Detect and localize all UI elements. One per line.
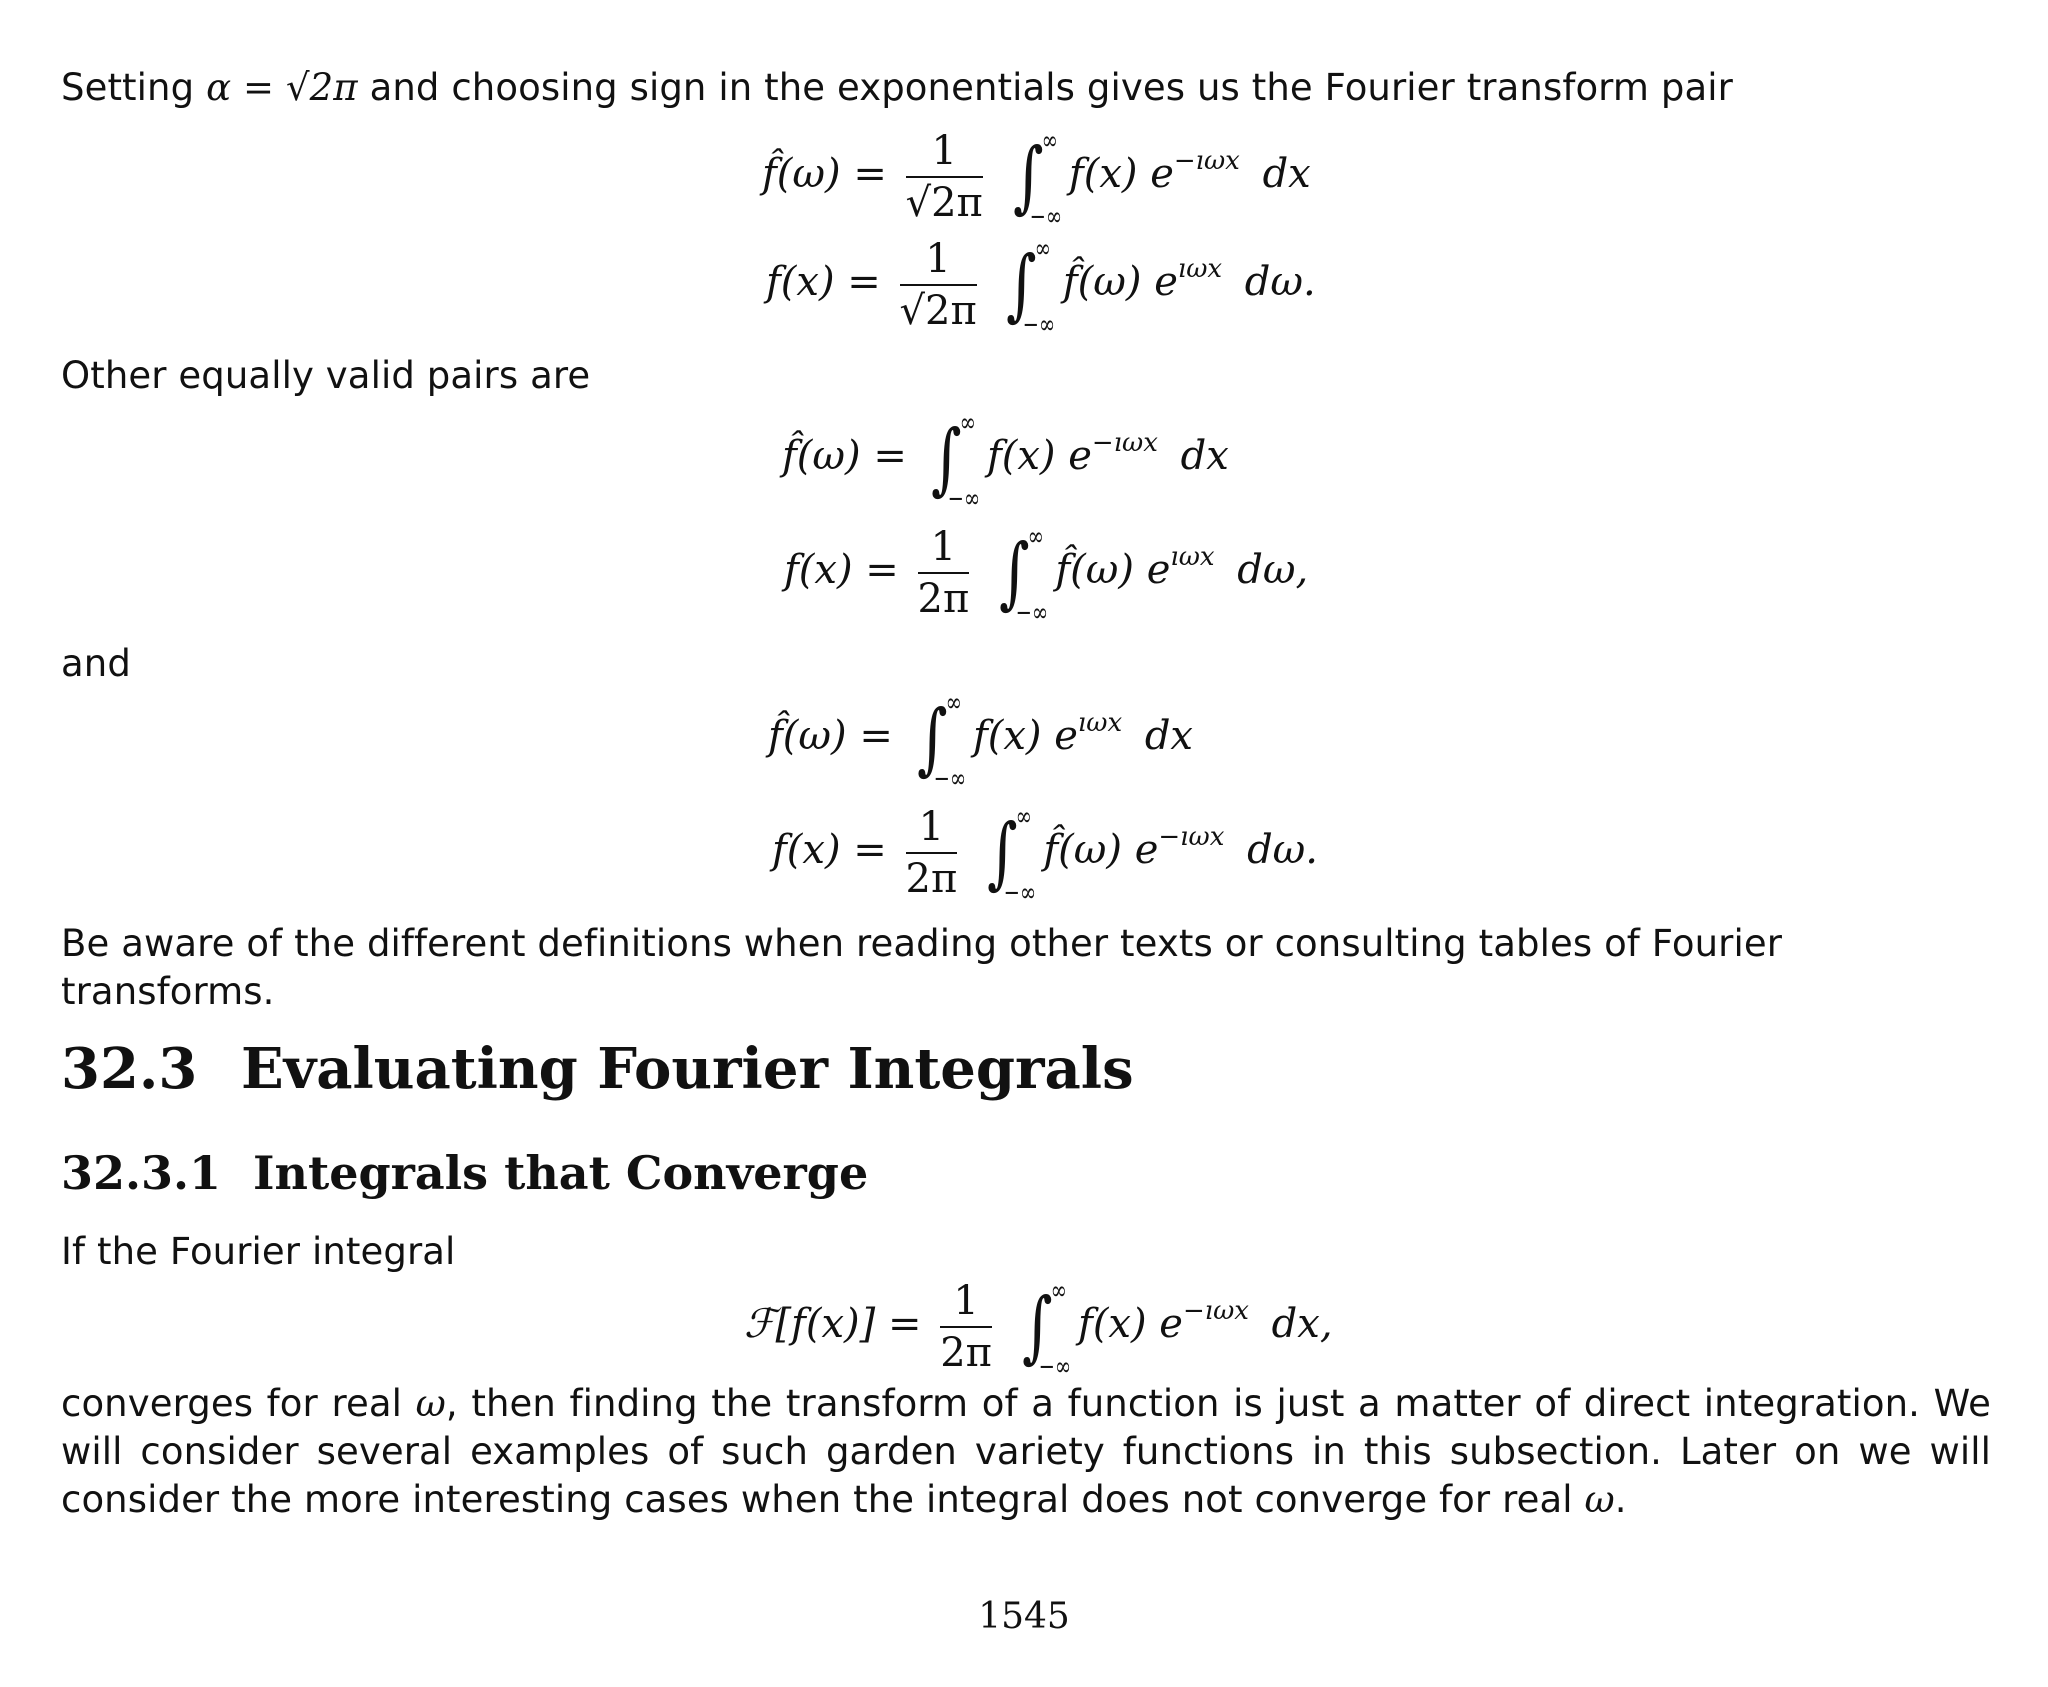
eq-integrand: f(x) e <box>1068 151 1174 197</box>
fraction <box>940 1278 992 1376</box>
intro-paragraph <box>61 64 1991 112</box>
fraction <box>918 524 970 622</box>
intro-math: α = √2π <box>206 66 358 109</box>
section-number: 32.3 <box>61 1036 198 1102</box>
eq-exponent: ıωx <box>1177 254 1223 284</box>
fraction-denominator: √2π <box>899 288 977 334</box>
text-other-pairs: Other equally valid pairs are <box>61 354 591 397</box>
fraction <box>906 128 983 226</box>
integral-lower-limit: −∞ <box>1029 202 1062 232</box>
eq-integrand: f(x) e <box>972 713 1078 759</box>
equation-pair2-inverse <box>784 522 1309 628</box>
equation-pair3-inverse <box>772 802 1319 908</box>
eq-exponent: ıωx <box>1170 542 1215 572</box>
eq-exponent: −ıωx <box>1173 146 1240 176</box>
subsection-heading <box>61 1146 868 1200</box>
text-be-aware: Be aware of the different definitions when reading other texts or consulting tables of Fourier transforms. <box>61 922 1783 1013</box>
integral-upper-limit: ∞ <box>945 688 962 718</box>
section-title: Evaluating Fourier Integrals <box>241 1036 1134 1102</box>
integral-sign: ∫ ∞ −∞ <box>999 522 1049 628</box>
integral-upper-limit: ∞ <box>1027 522 1044 552</box>
eq-exponent: −ıωx <box>1182 1296 1249 1326</box>
integral-upper-limit: ∞ <box>1035 234 1052 264</box>
intro-text-after: and choosing sign in the exponentials gives us the Fourier transform pair <box>369 66 1733 109</box>
integral-lower-limit: −∞ <box>1015 598 1049 628</box>
integral-lower-limit: −∞ <box>947 484 980 514</box>
section-heading <box>61 1036 1134 1102</box>
eq-lhs: f̂(ω) = <box>762 151 887 197</box>
eq-integrand: f̂(ω) e <box>1043 827 1159 873</box>
eq-lhs: f(x) = <box>784 547 899 593</box>
closing-omega-2: ω <box>1584 1478 1615 1521</box>
eq-lhs: f(x) = <box>766 259 881 305</box>
integral-sign: ∫ ∞ −∞ <box>987 802 1037 908</box>
fraction-numerator: 1 <box>900 236 977 286</box>
integral-upper-limit: ∞ <box>1041 126 1058 156</box>
subsection-title: Integrals that Converge <box>253 1146 869 1200</box>
equation-pair3-forward <box>768 688 1193 794</box>
fraction-numerator: 1 <box>940 1278 992 1328</box>
fraction-numerator: 1 <box>906 804 958 854</box>
closing-text-3: . <box>1614 1478 1627 1521</box>
integral-upper-limit: ∞ <box>959 408 976 438</box>
eq-lhs: ℱ[f(x)] = <box>744 1301 922 1347</box>
integral-sign: ∫ ∞ −∞ <box>930 408 980 514</box>
eq-integrand: f̂(ω) e <box>1055 547 1171 593</box>
eq-differential: dω. <box>1244 259 1316 305</box>
integral-sign: ∫ ∞ −∞ <box>1006 234 1056 340</box>
eq-exponent: −ıωx <box>1091 428 1158 458</box>
eq-differential: dx <box>1262 151 1311 197</box>
page-number: 1545 <box>978 1596 1070 1637</box>
eq-lhs: f̂(ω) = <box>768 713 893 759</box>
equation-pair1-forward <box>762 126 1311 232</box>
intro-text-before: Setting <box>61 66 195 109</box>
integral-lower-limit: −∞ <box>933 764 966 794</box>
closing-text-2: , then finding the transform of a function is just a matter of direct integration. We will consider several examples of such garden variety functions in this subsection. Later on we will consider the more interesting cases when the integral does not converge for real <box>61 1382 1991 1521</box>
integral-upper-limit: ∞ <box>1050 1276 1067 1306</box>
eq-exponent: −ıωx <box>1158 822 1225 852</box>
fraction-denominator: 2π <box>905 856 958 902</box>
eq-exponent: ıωx <box>1077 708 1123 738</box>
equation-pair2-forward <box>782 408 1229 514</box>
equation-pair1-inverse <box>766 234 1316 340</box>
fraction-denominator: √2π <box>905 180 983 226</box>
eq-differential: dx, <box>1271 1301 1333 1347</box>
eq-differential: dx <box>1180 433 1229 479</box>
eq-lhs: f(x) = <box>772 827 887 873</box>
subsection-number: 32.3.1 <box>61 1146 222 1200</box>
integral-sign: ∫ ∞ −∞ <box>1012 126 1062 232</box>
eq-lhs: f̂(ω) = <box>782 433 907 479</box>
integral-sign: ∫ ∞ −∞ <box>916 688 966 794</box>
text-and: and <box>61 642 131 685</box>
fraction-numerator: 1 <box>918 524 970 574</box>
eq-differential: dω. <box>1247 827 1319 873</box>
eq-differential: dx <box>1144 713 1193 759</box>
fraction-denominator: 2π <box>917 576 970 622</box>
integral-lower-limit: −∞ <box>1023 310 1056 340</box>
eq-integrand: f̂(ω) e <box>1062 259 1178 305</box>
text-if-fourier-integral: If the Fourier integral <box>61 1230 456 1273</box>
fraction-numerator: 1 <box>906 128 983 178</box>
fraction-denominator: 2π <box>940 1330 992 1376</box>
integral-lower-limit: −∞ <box>1038 1352 1071 1382</box>
integral-sign: ∫ ∞ −∞ <box>1021 1276 1071 1382</box>
closing-omega-1: ω <box>415 1382 446 1425</box>
eq-integrand: f(x) e <box>1078 1301 1183 1347</box>
closing-paragraph <box>61 1380 1991 1524</box>
integral-upper-limit: ∞ <box>1015 802 1032 832</box>
equation-fourier-integral <box>744 1276 1333 1382</box>
integral-lower-limit: −∞ <box>1003 878 1037 908</box>
fraction <box>900 236 977 334</box>
eq-integrand: f(x) e <box>986 433 1092 479</box>
eq-differential: dω, <box>1237 547 1309 593</box>
fraction <box>906 804 958 902</box>
closing-text-1: converges for real <box>61 1382 402 1425</box>
